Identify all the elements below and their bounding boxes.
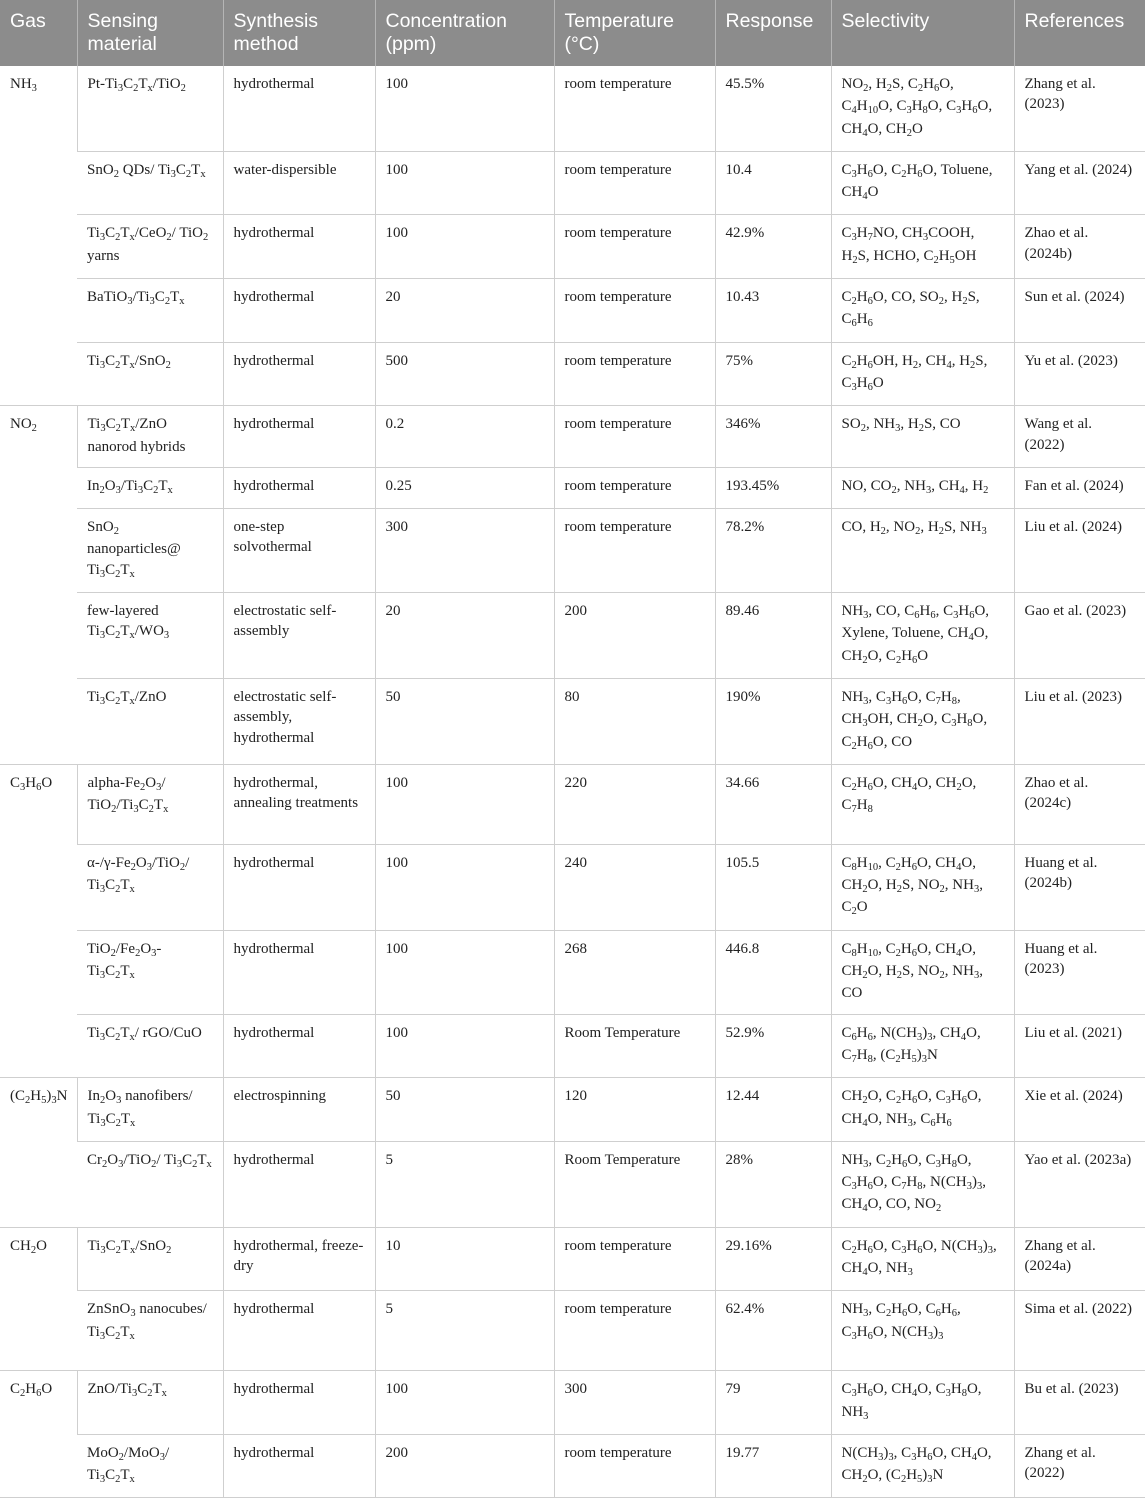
synthesis-method-cell: electrostatic self-assembly, hydrothermal	[223, 678, 375, 764]
synthesis-method-cell: hydrothermal	[223, 844, 375, 930]
concentration-cell: 500	[375, 342, 554, 406]
temperature-cell: room temperature	[554, 66, 715, 151]
reference-cell: Yao et al. (2023a)	[1014, 1141, 1145, 1227]
sensing-material-cell: SnO$_2$ nanoparticles@ $Ti_3C_2T_x$	[77, 509, 223, 593]
temperature-cell: room temperature	[554, 215, 715, 279]
sensing-material-cell: $In_2O_3/Ti_3C_2T_x$	[77, 467, 223, 508]
table-row	[0, 1227, 1145, 1291]
reference-cell: Zhao et al. (2024b)	[1014, 215, 1145, 279]
temperature-cell: room temperature	[554, 1227, 715, 1291]
reference-cell: Yang et al. (2024)	[1014, 151, 1145, 215]
temperature-cell: 240	[554, 844, 715, 930]
temperature-cell: room temperature	[554, 279, 715, 343]
table-body	[0, 66, 1145, 1498]
concentration-cell: 300	[375, 509, 554, 593]
selectivity-cell: $CH_2O$, $C_2H_6O$, $C_3H_6O$, $CH_4O$, $NH_3$, $C_6H_6$	[831, 1078, 1014, 1142]
reference-cell: Bu et al. (2023)	[1014, 1371, 1145, 1435]
reference-cell: Liu et al. (2023)	[1014, 678, 1145, 764]
sensing-material-cell: $In_2O_3$ nanofibers/ $Ti_3C_2T_x$	[77, 1078, 223, 1142]
table-row	[0, 151, 1145, 215]
selectivity-cell: $C_6H_6$, $N(CH_3)_3$, $CH_4O$, $C_7H_8$, $(C_2H_5)_3N$	[831, 1014, 1014, 1078]
concentration-cell: 10	[375, 1227, 554, 1291]
sensing-material-cell: few-layered $Ti_3C_2T_x/WO_3$	[77, 593, 223, 679]
temperature-cell: 80	[554, 678, 715, 764]
reference-cell: Zhang et al. (2023)	[1014, 66, 1145, 151]
reference-cell: Sima et al. (2022)	[1014, 1291, 1145, 1371]
table-row	[0, 342, 1145, 406]
synthesis-method-cell: hydrothermal	[223, 1371, 375, 1435]
temperature-cell: room temperature	[554, 467, 715, 508]
selectivity-cell: $C_3H_6O$, $CH_4O$, $C_3H_8O$, $NH_3$	[831, 1371, 1014, 1435]
reference-cell: Wang et al. (2022)	[1014, 406, 1145, 468]
concentration-cell: 200	[375, 1434, 554, 1498]
response-cell: 28%	[715, 1141, 831, 1227]
selectivity-cell: $N(CH_3)_3$, $C_3H_6O$, $CH_4O$, $CH_2O$, $(C_2H_5)_3N$	[831, 1434, 1014, 1498]
response-cell: 10.43	[715, 279, 831, 343]
table-row	[0, 279, 1145, 343]
response-cell: 193.45%	[715, 467, 831, 508]
sensing-material-cell: $Ti_3C_2T_x/SnO_2$	[77, 1227, 223, 1291]
selectivity-cell: $NH_3$, $C_3H_6O$, $C_7H_8$, $CH_3OH$, $CH_2O$, $C_3H_8O$, $C_2H_6O$, CO	[831, 678, 1014, 764]
table-row	[0, 1078, 1145, 1142]
synthesis-method-cell: electrostatic self-assembly	[223, 593, 375, 679]
selectivity-cell: CO, $H_2$, $NO_2$, $H_2S$, $NH_3$	[831, 509, 1014, 593]
response-cell: 34.66	[715, 764, 831, 844]
response-cell: 29.16%	[715, 1227, 831, 1291]
concentration-cell: 20	[375, 279, 554, 343]
response-cell: 75%	[715, 342, 831, 406]
response-cell: 89.46	[715, 593, 831, 679]
selectivity-cell: $SO_2$, $NH_3$, $H_2S$, CO	[831, 406, 1014, 468]
reference-cell: Huang et al. (2024b)	[1014, 844, 1145, 930]
sensing-material-cell: $Cr_2O_3/TiO_2/$ $Ti_3C_2T_x$	[77, 1141, 223, 1227]
gas-cell: $NO_2$	[0, 406, 77, 765]
synthesis-method-cell: one-step solvothermal	[223, 509, 375, 593]
synthesis-method-cell: electrospinning	[223, 1078, 375, 1142]
header-response: Response	[715, 0, 831, 66]
sensing-material-cell: $Ti_3C_2T_x$/ZnO	[77, 678, 223, 764]
response-cell: 78.2%	[715, 509, 831, 593]
reference-cell: Liu et al. (2021)	[1014, 1014, 1145, 1078]
response-cell: 79	[715, 1371, 831, 1435]
synthesis-method-cell: hydrothermal, freeze-dry	[223, 1227, 375, 1291]
reference-cell: Yu et al. (2023)	[1014, 342, 1145, 406]
header-sensing-material: Sensing material	[77, 0, 223, 66]
selectivity-cell: $NH_3$, CO, $C_6H_6$, $C_3H_6O$, Xylene, Toluene, $CH_4O$, $CH_2O$, $C_2H_6O$	[831, 593, 1014, 679]
temperature-cell: Room Temperature	[554, 1014, 715, 1078]
response-cell: 446.8	[715, 930, 831, 1014]
sensing-material-cell: SnO$_2$ QDs/ $Ti_3C_2T_x$	[77, 151, 223, 215]
concentration-cell: 50	[375, 1078, 554, 1142]
gas-cell: $(C_2H_5)_3N$	[0, 1078, 77, 1227]
response-cell: 10.4	[715, 151, 831, 215]
sensing-material-cell: $BaTiO_3/Ti_3C_2T_x$	[77, 279, 223, 343]
reference-cell: Zhang et al. (2022)	[1014, 1434, 1145, 1498]
concentration-cell: 0.25	[375, 467, 554, 508]
response-cell: 105.5	[715, 844, 831, 930]
selectivity-cell: $C_2H_6O$, CO, $SO_2$, $H_2S$, $C_6H_6$	[831, 279, 1014, 343]
table-row	[0, 66, 1145, 151]
selectivity-cell: $NO_2$, $H_2S$, $C_2H_6O$, $C_4H_{10}O$, $C_3H_8O$, $C_3H_6O$, $CH_4O$, $CH_2O$	[831, 66, 1014, 151]
reference-cell: Huang et al. (2023)	[1014, 930, 1145, 1014]
synthesis-method-cell: hydrothermal	[223, 467, 375, 508]
response-cell: 42.9%	[715, 215, 831, 279]
temperature-cell: room temperature	[554, 406, 715, 468]
temperature-cell: room temperature	[554, 1434, 715, 1498]
selectivity-cell: NO, $CO_2$, $NH_3$, $CH_4$, $H_2$	[831, 467, 1014, 508]
table-row	[0, 1371, 1145, 1435]
table-row	[0, 215, 1145, 279]
synthesis-method-cell: hydrothermal	[223, 406, 375, 468]
sensing-material-cell: $Ti_3C_2T_x/$ rGO/CuO	[77, 1014, 223, 1078]
synthesis-method-cell: hydrothermal	[223, 279, 375, 343]
table-row	[0, 1014, 1145, 1078]
table-row	[0, 509, 1145, 593]
selectivity-cell: $NH_3$, $C_2H_6O$, $C_6H_6$, $C_3H_6O$, $N(CH_3)_3$	[831, 1291, 1014, 1371]
table-row	[0, 930, 1145, 1014]
temperature-cell: room temperature	[554, 509, 715, 593]
response-cell: 62.4%	[715, 1291, 831, 1371]
table-row	[0, 1434, 1145, 1498]
table-row	[0, 593, 1145, 679]
table-row	[0, 844, 1145, 930]
concentration-cell: 100	[375, 1014, 554, 1078]
header-gas: Gas	[0, 0, 77, 66]
synthesis-method-cell: hydrothermal	[223, 1434, 375, 1498]
table-row	[0, 467, 1145, 508]
response-cell: 346%	[715, 406, 831, 468]
synthesis-method-cell: hydrothermal	[223, 66, 375, 151]
response-cell: 190%	[715, 678, 831, 764]
sensing-material-cell: $TiO_2/Fe_2O_3-$ $Ti_3C_2T_x$	[77, 930, 223, 1014]
concentration-cell: 5	[375, 1141, 554, 1227]
concentration-cell: 50	[375, 678, 554, 764]
table-row	[0, 764, 1145, 844]
temperature-cell: room temperature	[554, 1291, 715, 1371]
sensing-material-cell: $Ti_3C_2T_x/CeO_2/$ TiO$_2$ yarns	[77, 215, 223, 279]
concentration-cell: 100	[375, 1371, 554, 1435]
header-temperature: Temperature (°C)	[554, 0, 715, 66]
synthesis-method-cell: hydrothermal	[223, 342, 375, 406]
synthesis-method-cell: hydrothermal	[223, 215, 375, 279]
header-references: References	[1014, 0, 1145, 66]
concentration-cell: 100	[375, 215, 554, 279]
selectivity-cell: $C_2H_6O$, $C_3H_6O$, $N(CH_3)_3$, $CH_4O$, $NH_3$	[831, 1227, 1014, 1291]
concentration-cell: 0.2	[375, 406, 554, 468]
header-selectivity: Selectivity	[831, 0, 1014, 66]
temperature-cell: 300	[554, 1371, 715, 1435]
sensing-material-cell: $Ti_3C_2T_x/SnO_2$	[77, 342, 223, 406]
selectivity-cell: $C_3H_7NO$, $CH_3COOH$, $H_2S$, HCHO, $C_2H_5OH$	[831, 215, 1014, 279]
concentration-cell: 20	[375, 593, 554, 679]
gas-cell: $C_3H_6O$	[0, 764, 77, 1077]
temperature-cell: 268	[554, 930, 715, 1014]
concentration-cell: 100	[375, 844, 554, 930]
temperature-cell: Room Temperature	[554, 1141, 715, 1227]
header-concentration: Concentration (ppm)	[375, 0, 554, 66]
reference-cell: Zhang et al. (2024a)	[1014, 1227, 1145, 1291]
header-synthesis-method: Synthesis method	[223, 0, 375, 66]
selectivity-cell: $C_8H_{10}$, $C_2H_6O$, $CH_4O$, $CH_2O$, $H_2S$, $NO_2$, $NH_3$, $C_2O$	[831, 844, 1014, 930]
selectivity-cell: $NH_3$, $C_2H_6O$, $C_3H_8O$, $C_3H_6O$, $C_7H_8$, $N(CH_3)_3$, $CH_4O$, CO, $NO_2$	[831, 1141, 1014, 1227]
gas-cell: $NH_3$	[0, 66, 77, 406]
table-row	[0, 678, 1145, 764]
response-cell: 19.77	[715, 1434, 831, 1498]
selectivity-cell: $C_2H_6O$, $CH_4O$, $CH_2O$, $C_7H_8$	[831, 764, 1014, 844]
table-row	[0, 406, 1145, 468]
sensing-material-cell: $Ti_3C_2T_x$/ZnO nanorod hybrids	[77, 406, 223, 468]
reference-cell: Xie et al. (2024)	[1014, 1078, 1145, 1142]
synthesis-method-cell: hydrothermal	[223, 930, 375, 1014]
temperature-cell: room temperature	[554, 342, 715, 406]
concentration-cell: 5	[375, 1291, 554, 1371]
synthesis-method-cell: water-dispersible	[223, 151, 375, 215]
response-cell: 52.9%	[715, 1014, 831, 1078]
sensing-material-cell: $Pt-Ti_3C_2T_x/TiO_2$	[77, 66, 223, 151]
temperature-cell: 200	[554, 593, 715, 679]
gas-cell: $C_2H_6O$	[0, 1371, 77, 1498]
concentration-cell: 100	[375, 151, 554, 215]
table-row	[0, 1141, 1145, 1227]
sensing-material-cell: ZnO/$Ti_3C_2T_x$	[77, 1371, 223, 1435]
concentration-cell: 100	[375, 930, 554, 1014]
synthesis-method-cell: hydrothermal	[223, 1141, 375, 1227]
response-cell: 45.5%	[715, 66, 831, 151]
temperature-cell: room temperature	[554, 151, 715, 215]
sensing-material-cell: alpha-$Fe_2O_3/$ $TiO_2/Ti_3C_2T_x$	[77, 764, 223, 844]
temperature-cell: 120	[554, 1078, 715, 1142]
reference-cell: Sun et al. (2024)	[1014, 279, 1145, 343]
sensing-material-cell: ZnSnO$_3$ nanocubes/ $Ti_3C_2T_x$	[77, 1291, 223, 1371]
selectivity-cell: $C_2H_6OH$, $H_2$, $CH_4$, $H_2S$, $C_3H_6O$	[831, 342, 1014, 406]
response-cell: 12.44	[715, 1078, 831, 1142]
selectivity-cell: $C_8H_{10}$, $C_2H_6O$, $CH_4O$, $CH_2O$, $H_2S$, $NO_2$, $NH_3$, CO	[831, 930, 1014, 1014]
concentration-cell: 100	[375, 66, 554, 151]
sensing-material-cell: $\alpha-/\gamma-Fe_2O_3/TiO_2/$ $Ti_3C_2T_x$	[77, 844, 223, 930]
synthesis-method-cell: hydrothermal	[223, 1014, 375, 1078]
reference-cell: Liu et al. (2024)	[1014, 509, 1145, 593]
reference-cell: Zhao et al. (2024c)	[1014, 764, 1145, 844]
reference-cell: Fan et al. (2024)	[1014, 467, 1145, 508]
header-row	[0, 0, 1145, 66]
sensing-material-cell: MoO$_2$/MoO$_3$/ $Ti_3C_2T_x$	[77, 1434, 223, 1498]
selectivity-cell: $C_3H_6O$, $C_2H_6O$, Toluene, $CH_4O$	[831, 151, 1014, 215]
synthesis-method-cell: hydrothermal	[223, 1291, 375, 1371]
gas-cell: $CH_2O$	[0, 1227, 77, 1371]
synthesis-method-cell: hydrothermal, annealing treatments	[223, 764, 375, 844]
reference-cell: Gao et al. (2023)	[1014, 593, 1145, 679]
table-row	[0, 1291, 1145, 1371]
temperature-cell: 220	[554, 764, 715, 844]
concentration-cell: 100	[375, 764, 554, 844]
